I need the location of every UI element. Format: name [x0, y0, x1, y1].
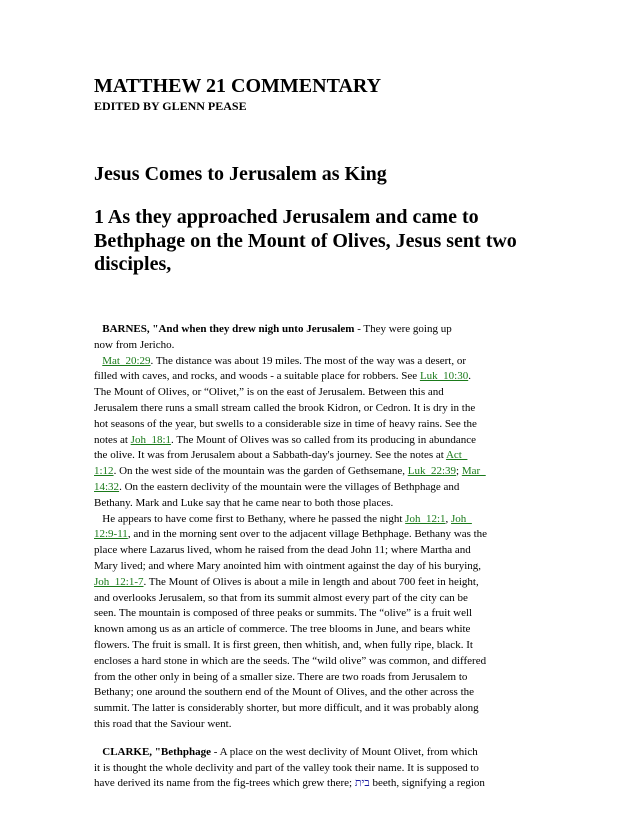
text: . The Mount of Olives is about a mile in length and about 700 feet in height, — [143, 575, 479, 588]
barnes-line: known among us as an article of commerce. The tree blooms in June, and bears white — [94, 623, 471, 636]
scripture-link[interactable]: Mar_ — [461, 465, 486, 478]
text: - They were going up — [354, 323, 452, 335]
commentary-body — [94, 322, 554, 792]
scripture-link[interactable]: Luk_22:39 — [407, 465, 457, 478]
barnes-line — [94, 575, 554, 591]
clarke-line — [94, 776, 554, 792]
verse-text — [94, 206, 564, 277]
barnes-line — [94, 527, 554, 543]
text: . — [468, 370, 471, 383]
barnes-line: place where Lazarus lived, whom he raised from the dead John 11; where Martha and — [94, 544, 471, 557]
verse-line: 1 As they approached Jerusalem and came to — [94, 206, 479, 228]
barnes-label: BARNES, "And when they drew nigh unto Jerusalem — [102, 323, 355, 335]
scripture-link[interactable]: 12:9-11 — [94, 528, 128, 541]
barnes-line: The Mount of Olives, or “Olivet,” is on the east of Jerusalem. Between this and — [94, 386, 444, 399]
clarke-label: CLARKE, "Bethphage — [102, 745, 212, 758]
barnes-line — [94, 322, 554, 338]
barnes-line — [94, 480, 554, 496]
barnes-line: from the other only in being of a smaller size. There are two roads from Jerusalem to — [94, 670, 468, 683]
scripture-link[interactable]: Joh_12:1 — [405, 512, 446, 525]
barnes-line: and overlooks Jerusalem, so that from its summit almost every part of the city can be — [94, 591, 468, 604]
barnes-line: flowers. The fruit is small. It is first green, then whitish, and, when fully ripe, black. It — [94, 638, 473, 651]
text: , — [445, 512, 452, 525]
barnes-line — [94, 464, 554, 480]
clarke-line: it is thought the whole declivity and part of the valley took their name. It is supposed to — [94, 761, 479, 774]
barnes-line — [94, 369, 554, 385]
text: . On the west side of the mountain was the garden of Gethsemane, — [113, 465, 408, 478]
scripture-link[interactable]: Act_ — [445, 449, 468, 462]
barnes-line: Mary lived; and where Mary anointed him with ointment against the day of his burying, — [94, 559, 482, 572]
scripture-link[interactable]: Joh_12:1-7 — [94, 575, 144, 588]
barnes-line — [94, 354, 554, 370]
text: filled with caves, and rocks, and woods - a suitable place for robbers. See — [94, 370, 420, 383]
text: - A place on the west declivity of Mount Olivet, from which — [211, 745, 478, 758]
text: have derived its name from the fig-trees which grew there; — [94, 777, 355, 790]
barnes-line: Bethany; one around the southern end of the Mount of Olives, and the other across the — [94, 686, 475, 699]
section-heading: Jesus Comes to Jerusalem as King — [94, 163, 387, 185]
scripture-link[interactable]: Joh_ — [451, 512, 472, 525]
document-title: MATTHEW 21 COMMENTARY — [94, 75, 382, 97]
text: . The Mount of Olives was so called from its producing in abundance — [171, 433, 476, 446]
document-subtitle: EDITED BY GLENN PEASE — [94, 99, 247, 113]
verse-line: disciples, — [94, 253, 172, 275]
text: , and in the morning sent over to the adjacent village Bethphage. Bethany was the — [127, 528, 488, 541]
barnes-line: hot seasons of the year, but swells to a considerable size in time of heavy rains. See the — [94, 417, 477, 430]
barnes-line: seen. The mountain is composed of three peaks or summits. The “olive” is a fruit well — [94, 607, 473, 620]
text: . On the eastern declivity of the mountain were the villages of Bethphage and — [119, 480, 460, 493]
barnes-line: summit. The latter is considerably shorter, but more difficult, and it was probably along — [94, 702, 479, 715]
scripture-link[interactable]: 14:32 — [94, 480, 120, 493]
barnes-line: encloses a hard stone in which are the seeds. The “wild olive” was common, and differed — [94, 654, 487, 667]
paragraph-gap — [94, 733, 554, 745]
barnes-line — [94, 512, 554, 528]
barnes-line: now from Jericho. — [94, 338, 175, 351]
text: the olive. It was from Jerusalem about a Sabbath-day's journey. See the notes at — [94, 449, 446, 462]
barnes-line — [94, 448, 554, 464]
scripture-link[interactable]: Joh_18:1 — [130, 433, 172, 446]
barnes-line: this road that the Saviour went. — [94, 717, 232, 730]
text: . The distance was about 19 miles. The most of the way was a desert, or — [150, 354, 466, 367]
text: notes at — [94, 433, 131, 446]
barnes-line: Bethany. Mark and Luke say that he came near to both those places. — [94, 496, 394, 509]
text: He appears to have come first to Bethany, where he passed the night — [102, 512, 406, 525]
scripture-link[interactable]: Mat_20:29 — [102, 354, 151, 367]
scripture-link[interactable]: Luk_10:30 — [419, 370, 469, 383]
text: ; — [456, 465, 462, 478]
text: beeth, signifying a region — [369, 777, 485, 790]
scripture-link[interactable]: 1:12 — [94, 465, 114, 478]
clarke-line — [94, 745, 554, 761]
hebrew-word: בית — [354, 777, 370, 790]
verse-line: Bethphage on the Mount of Olives, Jesus sent two — [94, 229, 517, 252]
barnes-line — [94, 433, 554, 449]
barnes-line: Jerusalem there runs a small stream called the brook Kidron, or Cedron. It is dry in the — [94, 401, 476, 414]
